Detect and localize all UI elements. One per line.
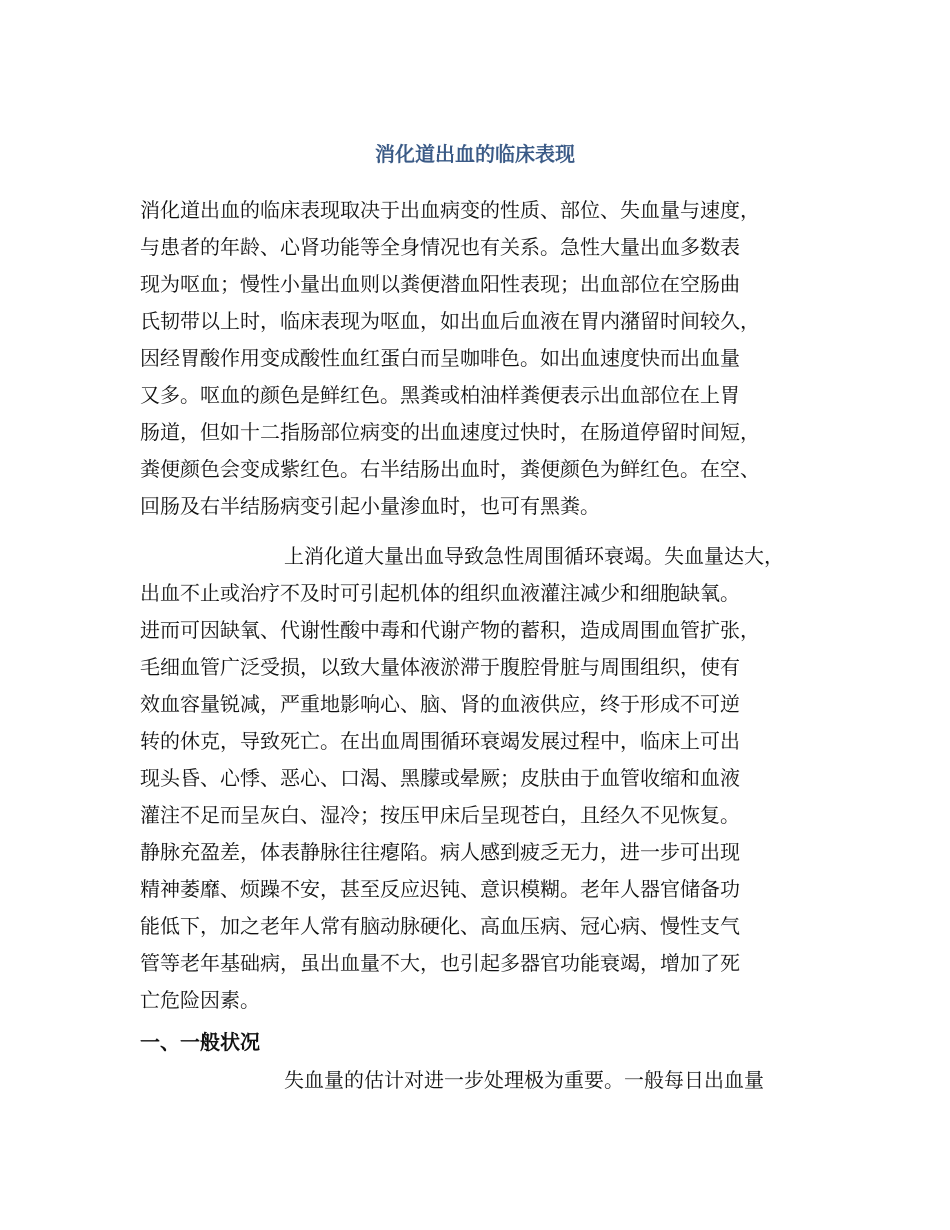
text-line: 亡危险因素。 — [140, 988, 260, 1012]
text-line: 肠道，但如十二指肠部位病变的出血速度过快时，在肠道停留时间短， — [140, 420, 760, 444]
text-line: 精神萎靡、烦躁不安，甚至反应迟钝、意识模糊。老年人器官储备功 — [140, 877, 740, 901]
text-line: 毛细血管广泛受损，以致大量体液淤滞于腹腔骨脏与周围组织，使有 — [140, 655, 740, 679]
text-line: 回肠及右半结肠病变引起小量渗血时，也可有黑粪。 — [140, 494, 600, 518]
text-line: 氏韧带以上时，临床表现为呕血，如出血后血液在胃内潴留时间较久， — [140, 309, 760, 333]
paragraph-circulation — [140, 538, 784, 1019]
text-line: 粪便颜色会变成紫红色。右半结肠出血时，粪便颜色为鲜红色。在空、 — [140, 457, 760, 481]
text-line: 现头昏、心悸、恶心、口渴、黑朦或晕厥；皮肤由于血管收缩和血液 — [140, 766, 740, 790]
text-line: 转的休克，导致死亡。在出血周围循环衰竭发展过程中，临床上可出 — [140, 729, 740, 753]
text-line: 因经胃酸作用变成酸性血红蛋白而呈咖啡色。如出血速度快而出血量 — [140, 346, 740, 370]
document-title: 消化道出血的临床表现 — [375, 142, 575, 166]
text-line: 与患者的年龄、心肾功能等全身情况也有关系。急性大量出血多数表 — [140, 235, 740, 259]
text-line: 出血不止或治疗不及时可引起机体的组织血液灌注减少和细胞缺氧。 — [140, 581, 740, 605]
text-line: 静脉充盈差，体表静脉往往瘪陷。病人感到疲乏无力，进一步可出现 — [140, 840, 740, 864]
text-line: 上消化道大量出血导致急性周围循环衰竭。失血量达大， — [284, 544, 784, 568]
text-line: 消化道出血的临床表现取决于出血病变的性质、部位、失血量与速度， — [140, 198, 760, 222]
section-heading: 一、一般状况 — [140, 1030, 260, 1054]
paragraph-intro — [140, 192, 760, 525]
text-line: 现为呕血；慢性小量出血则以粪便潜血阳性表现；出血部位在空肠曲 — [140, 272, 740, 296]
text-line: 失血量的估计对进一步处理极为重要。一般每日出血量 — [284, 1068, 764, 1092]
paragraph-general — [140, 1062, 764, 1099]
text-line: 能低下，加之老年人常有脑动脉硬化、高血压病、冠心病、慢性支气 — [140, 914, 740, 938]
text-line: 管等老年基础病，虽出血量不大，也引起多器官功能衰竭，增加了死 — [140, 951, 740, 975]
text-line: 又多。呕血的颜色是鲜红色。黑粪或柏油样粪便表示出血部位在上胃 — [140, 383, 740, 407]
text-line: 效血容量锐减，严重地影响心、脑、肾的血液供应，终于形成不可逆 — [140, 692, 740, 716]
text-line: 灌注不足而呈灰白、湿冷；按压甲床后呈现苍白，且经久不见恢复。 — [140, 803, 740, 827]
text-line: 进而可因缺氧、代谢性酸中毒和代谢产物的蓄积，造成周围血管扩张， — [140, 618, 760, 642]
